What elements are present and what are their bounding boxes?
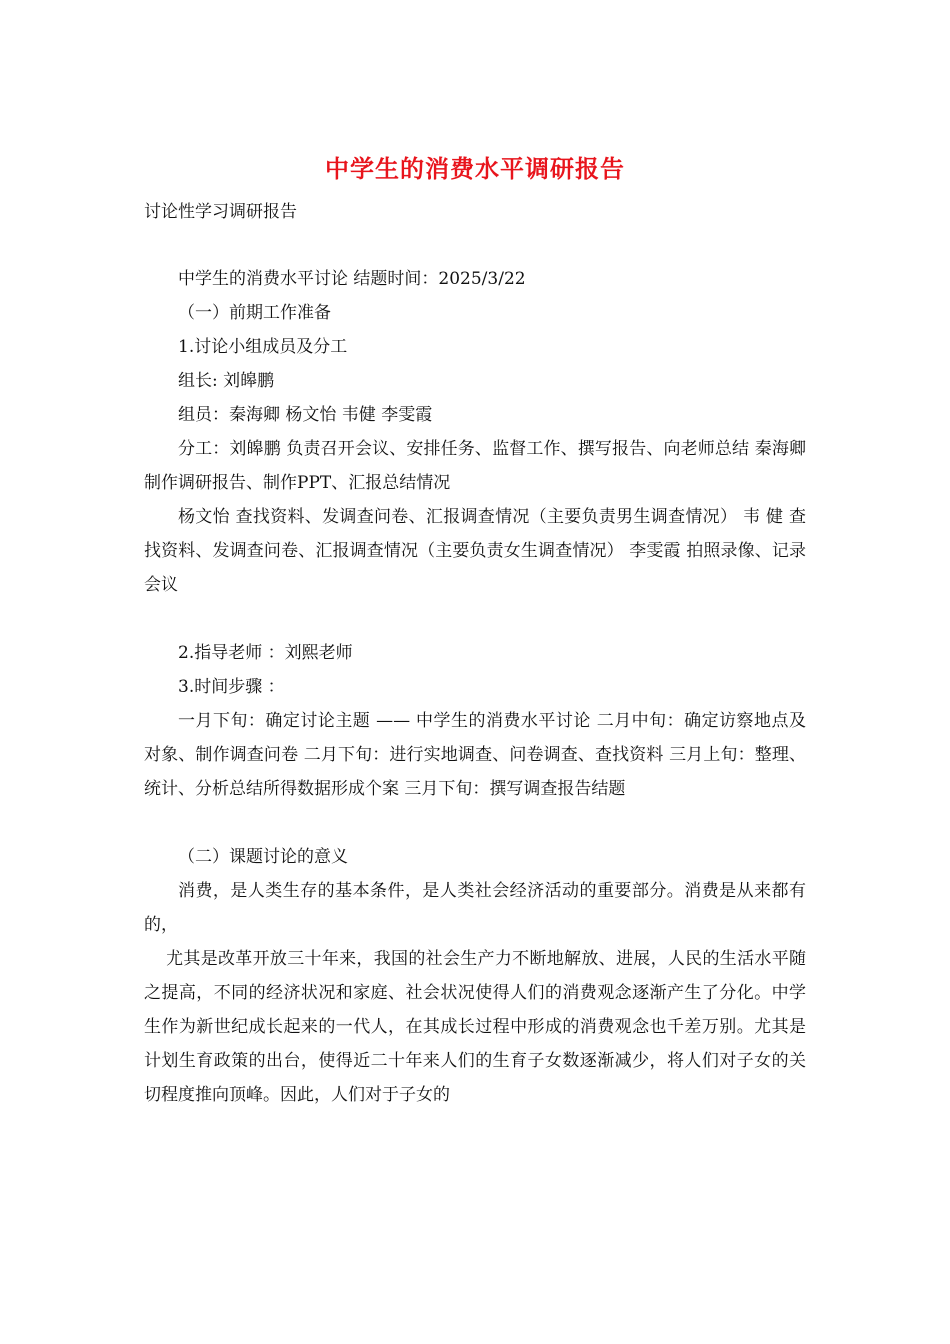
subheading-members: 1.讨论小组成员及分工	[178, 337, 348, 357]
paragraph-consumption: 消费，是人类生存的基本条件，是人类社会经济活动的重要部分。消费是从来都有的，	[144, 881, 806, 935]
section-heading-preparation: （一）前期工作准备	[178, 303, 331, 323]
paragraph-schedule-heading: 3.时间步骤 ：	[178, 677, 285, 697]
paragraph-leader: 组长: 刘皞鹏	[178, 371, 275, 391]
document-title: 中学生的消费水平调研报告	[325, 154, 625, 183]
blank-line	[144, 806, 806, 840]
paragraph-advisor: 2.指导老师 ：刘熙老师	[178, 643, 353, 663]
document-body	[144, 262, 806, 1112]
document-subtitle: 讨论性学习调研报告	[144, 202, 297, 222]
paragraph-reform: 尤其是改革开放三十年来，我国的社会生产力不断地解放、进展，人民的生活水平随之提高，不同的经济状况和家庭、社会状况使得人们的消费观念逐渐产生了分化。中学生作为新世纪成长起来的一代人，在其成长过程中形成的消费观念也千差万别。尤其是计划生育政策的出台，使得近二十年来人们的生育子女数逐渐减少，将人们对子女的关切程度推向顶峰。因此，人们对于子女的	[144, 949, 806, 1105]
paragraph-topic-date: 中学生的消费水平讨论 结题时间：2025/3/22	[178, 269, 526, 289]
paragraph-division-2: 杨文怡 查找资料、发调查问卷、汇报调查情况（主要负责男生调查情况） 韦 健 查找资料、发调查问卷、汇报调查情况（主要负责女生调查情况） 李雯霞 拍照录像、记录会议	[144, 507, 806, 595]
paragraph-members: 组员：秦海卿 杨文怡 韦健 李雯霞	[178, 405, 433, 425]
paragraph-schedule: 一月下旬：确定讨论主题 —— 中学生的消费水平讨论 二月中旬：确定访察地点及对象、制作调查问卷 二月下旬：进行实地调查、问卷调查、查找资料 三月上旬：整理、统计、分析总结所得数据形成个案 三月下旬：撰写调查报告结题	[144, 711, 806, 799]
paragraph-division-1: 分工：刘皞鹏 负责召开会议、安排任务、监督工作、撰写报告、向老师总结 秦海卿 制作调研报告、制作PPT、汇报总结情况	[144, 439, 806, 493]
blank-line	[144, 602, 806, 636]
section-heading-significance: （二）课题讨论的意义	[178, 847, 348, 867]
